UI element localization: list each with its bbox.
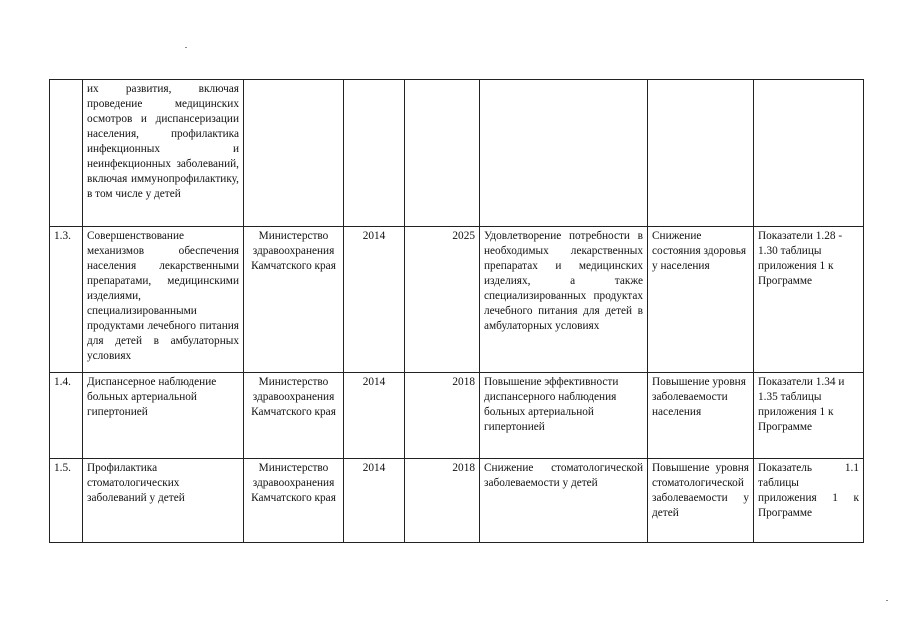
end-year: 2025 — [405, 227, 480, 373]
table-row — [50, 373, 864, 459]
consequence — [648, 80, 754, 227]
indicator-link — [754, 80, 864, 227]
start-year — [344, 80, 405, 227]
row-number: 1.4. — [50, 373, 83, 459]
consequence: Повышение уровня заболеваемости населения — [648, 373, 754, 459]
end-year: 2018 — [405, 459, 480, 543]
indicator-link: Показатели 1.28 - 1.30 таблицы приложения 1 к Программе — [754, 227, 864, 373]
measure-name: Диспансерное наблюдение больных артериальной гипертонией — [83, 373, 244, 459]
start-year: 2014 — [344, 459, 405, 543]
measure-name: Профилактика стоматологических заболеваний у детей — [83, 459, 244, 543]
indicator-link: Показатели 1.34 и 1.35 таблицы приложения 1 к Программе — [754, 373, 864, 459]
expected-result — [480, 80, 648, 227]
start-year: 2014 — [344, 373, 405, 459]
measure-name: их развития, включая проведение медицинских осмотров и диспансеризации населения, профилактика инфекционных и неинфекционных заболеваний, включая иммунопрофилактику, в том числе у детей — [83, 80, 244, 227]
consequence: Снижение состояния здоровья у населения — [648, 227, 754, 373]
program-measures-table — [49, 79, 864, 543]
executor: Министерство здравоохранения Камчатского края — [244, 227, 344, 373]
indicator-link: Показатель 1.1 таблицы приложения 1 к Программе — [754, 459, 864, 543]
expected-result: Повышение эффективности диспансерного наблюдения больных артериальной гипертонией — [480, 373, 648, 459]
executor: Министерство здравоохранения Камчатского края — [244, 373, 344, 459]
end-year: 2018 — [405, 373, 480, 459]
table-row — [50, 459, 864, 543]
scan-speck — [185, 47, 187, 48]
row-number: 1.5. — [50, 459, 83, 543]
end-year — [405, 80, 480, 227]
expected-result: Удовлетворение потребности в необходимых лекарственных препаратах и медицинских изделиях, а также специализированных продуктах лечебного питания для детей в амбулаторных условиях — [480, 227, 648, 373]
executor: Министерство здравоохранения Камчатского края — [244, 459, 344, 543]
table-row — [50, 80, 864, 227]
start-year: 2014 — [344, 227, 405, 373]
row-number: 1.3. — [50, 227, 83, 373]
measure-name: Совершенствование механизмов обеспечения населения лекарственными препаратами, медицинскими изделиями, специализированными продуктами лечебного питания для детей в амбулаторных условиях — [83, 227, 244, 373]
scan-speck — [886, 600, 888, 601]
expected-result: Снижение стоматологической заболеваемости у детей — [480, 459, 648, 543]
consequence: Повышение уровня стоматологической заболеваемости у детей — [648, 459, 754, 543]
table-row — [50, 227, 864, 373]
row-number — [50, 80, 83, 227]
executor — [244, 80, 344, 227]
